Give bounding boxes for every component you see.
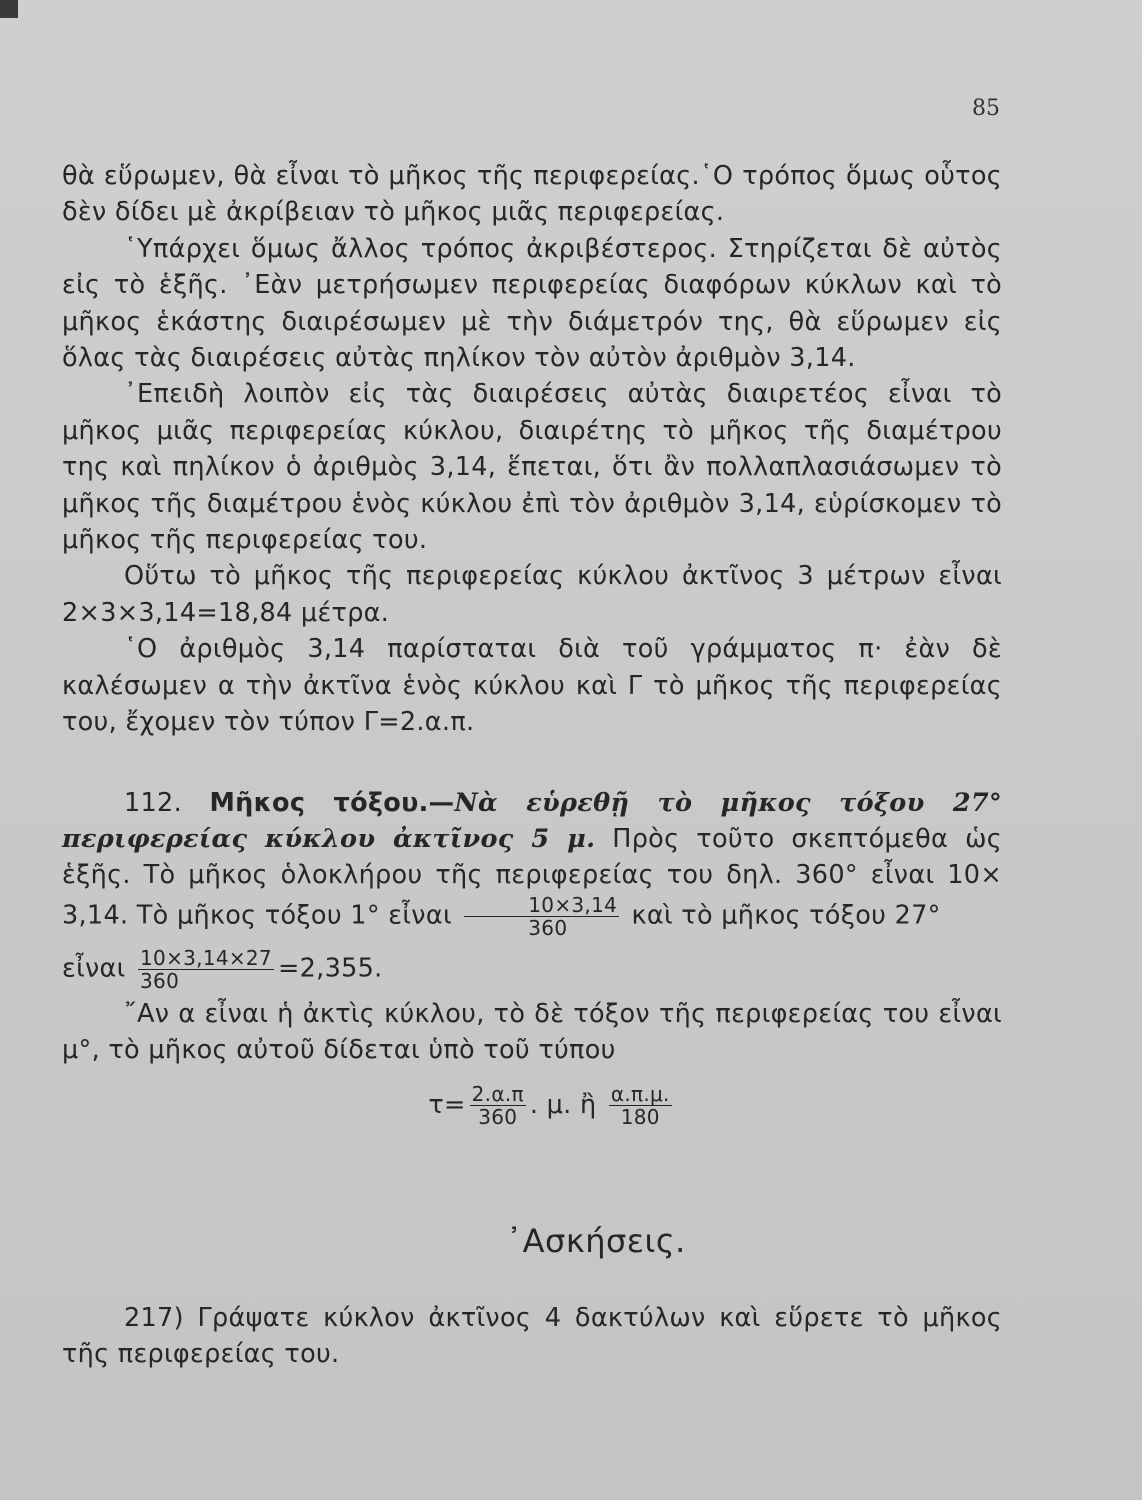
- section-text-2: καὶ τὸ μῆκος τόξου 27°: [623, 900, 941, 931]
- fraction-numerator: α.π.μ.: [610, 1082, 670, 1107]
- paragraph-3: ᾿Επειδὴ λοιπὸν εἰς τὰς διαιρέσεις αὐτὰς διαιρετέος εἶναι τὸ μῆκος μιᾶς περιφερείας κύκλου, διαιρέτης τὸ μῆκος τῆς διαμέτρου της καὶ πηλίκον ὁ ἀριθμὸς 3,14, ἕπεται, ὅτι ἂν πολλαπλασιάσωμεν τὸ μῆκος τῆς διαμέτρου ἑνὸς κύκλου ἐπὶ τὸν ἀριθμὸν 3,14, εὑρίσκομεν τὸ μῆκος τῆς περιφερείας του.: [62, 379, 1002, 556]
- formula-lhs: τ=: [428, 1089, 466, 1120]
- fraction-numerator: 2.α.π: [471, 1082, 524, 1107]
- section-number: 112.: [124, 787, 182, 818]
- fraction-denominator: 360: [478, 1105, 518, 1130]
- fraction-numerator: 10×3,14×27: [140, 945, 272, 970]
- page-number: 85: [972, 96, 1000, 121]
- section-gap: [62, 741, 1002, 785]
- fraction-arc-1-degree: [464, 894, 619, 939]
- formula-fraction-1: [470, 1083, 526, 1128]
- exercise-list: [62, 1300, 1002, 1373]
- formula-fraction-2: [609, 1083, 672, 1128]
- exercise-217: 217) Γράψατε κύκλον ἀκτῖνος 4 δακτύλων καὶ εὕρετε τὸ μῆκος τῆς περιφερείας του.: [62, 1303, 1002, 1370]
- fraction-denominator: 360: [528, 915, 568, 940]
- arc-length-formula: [62, 1075, 1002, 1135]
- fraction-denominator: 360: [140, 968, 180, 993]
- section-text-4: =2,355.: [277, 953, 383, 984]
- formula-middle: . μ. ἢ: [529, 1089, 597, 1120]
- section-result-line: [62, 947, 1002, 992]
- section-text-3: εἶναι: [62, 953, 126, 984]
- section-title: Μῆκος τόξου.—: [209, 787, 455, 818]
- body-text: [62, 158, 1002, 1139]
- scan-corner-mark: [0, 0, 18, 18]
- paragraph-1: θὰ εὕρωμεν, θὰ εἶναι τὸ μῆκος τῆς περιφερείας.῾Ο τρόπος ὅμως οὗτος δὲν δίδει μὲ ἀκρίβειαν τὸ μῆκος μιᾶς περιφερείας.: [62, 161, 1002, 228]
- paragraph-general: ῎Αν α εἶναι ἡ ἀκτὶς κύκλου, τὸ δὲ τόξον τῆς περιφερείας του εἶναι μ°, τὸ μῆκος αὐτοῦ δίδεται ὑπὸ τοῦ τύπου: [62, 998, 1002, 1066]
- section-112: [62, 785, 1002, 939]
- paragraph-2: ῾Υπάρχει ὅμως ἄλλος τρόπος ἀκριβέστερος. Στηρίζεται δὲ αὐτὸς εἰς τὸ ἑξῆς. ᾿Εὰν μετρήσωμεν περιφερείας διαφόρων κύκλων καὶ τὸ μῆκος ἑκάστης διαιρέσωμεν μὲ τὴν διάμετρόν της, θὰ εὕρωμεν εἰς ὅλας τὰς διαιρέσεις αὐτὰς πηλίκον τὸν αὐτὸν ἀριθμὸν 3,14.: [62, 233, 1002, 374]
- section-problem: Νὰ εὑρεθῇ τὸ μῆκος τόξου 27° περιφερείας κύκλου ἀκτῖνος 5 μ.: [62, 787, 1003, 854]
- section-text-1: Πρὸς τοῦτο σκεπτόμεθα ὡς ἑξῆς. Τὸ μῆκος ὁλοκλήρου τῆς περιφερείας του δηλ. 360° εἶναι 10× 3,14. Τὸ μῆκος τόξου 1° εἶναι: [62, 823, 1003, 931]
- paragraph-5: ῾Ο ἀριθμὸς 3,14 παρίσταται διὰ τοῦ γράμματος π· ἐὰν δὲ καλέσωμεν α τὴν ἀκτῖνα ἑνὸς κύκλου καὶ Γ τὸ μῆκος τῆς περιφερείας του, ἔχομεν τὸν τύπον Γ=2.α.π.: [62, 634, 1002, 738]
- fraction-denominator: 180: [620, 1105, 660, 1130]
- fraction-arc-27-degree: [138, 947, 274, 992]
- fraction-numerator: 10×3,14: [464, 894, 619, 917]
- paragraph-4: Οὕτω τὸ μῆκος τῆς περιφερείας κύκλου ἀκτῖνος 3 μέτρων εἶναι 2×3×3,14=18,84 μέτρα.: [62, 561, 1002, 628]
- exercises-heading: ᾿Ασκήσεις.: [506, 1222, 686, 1260]
